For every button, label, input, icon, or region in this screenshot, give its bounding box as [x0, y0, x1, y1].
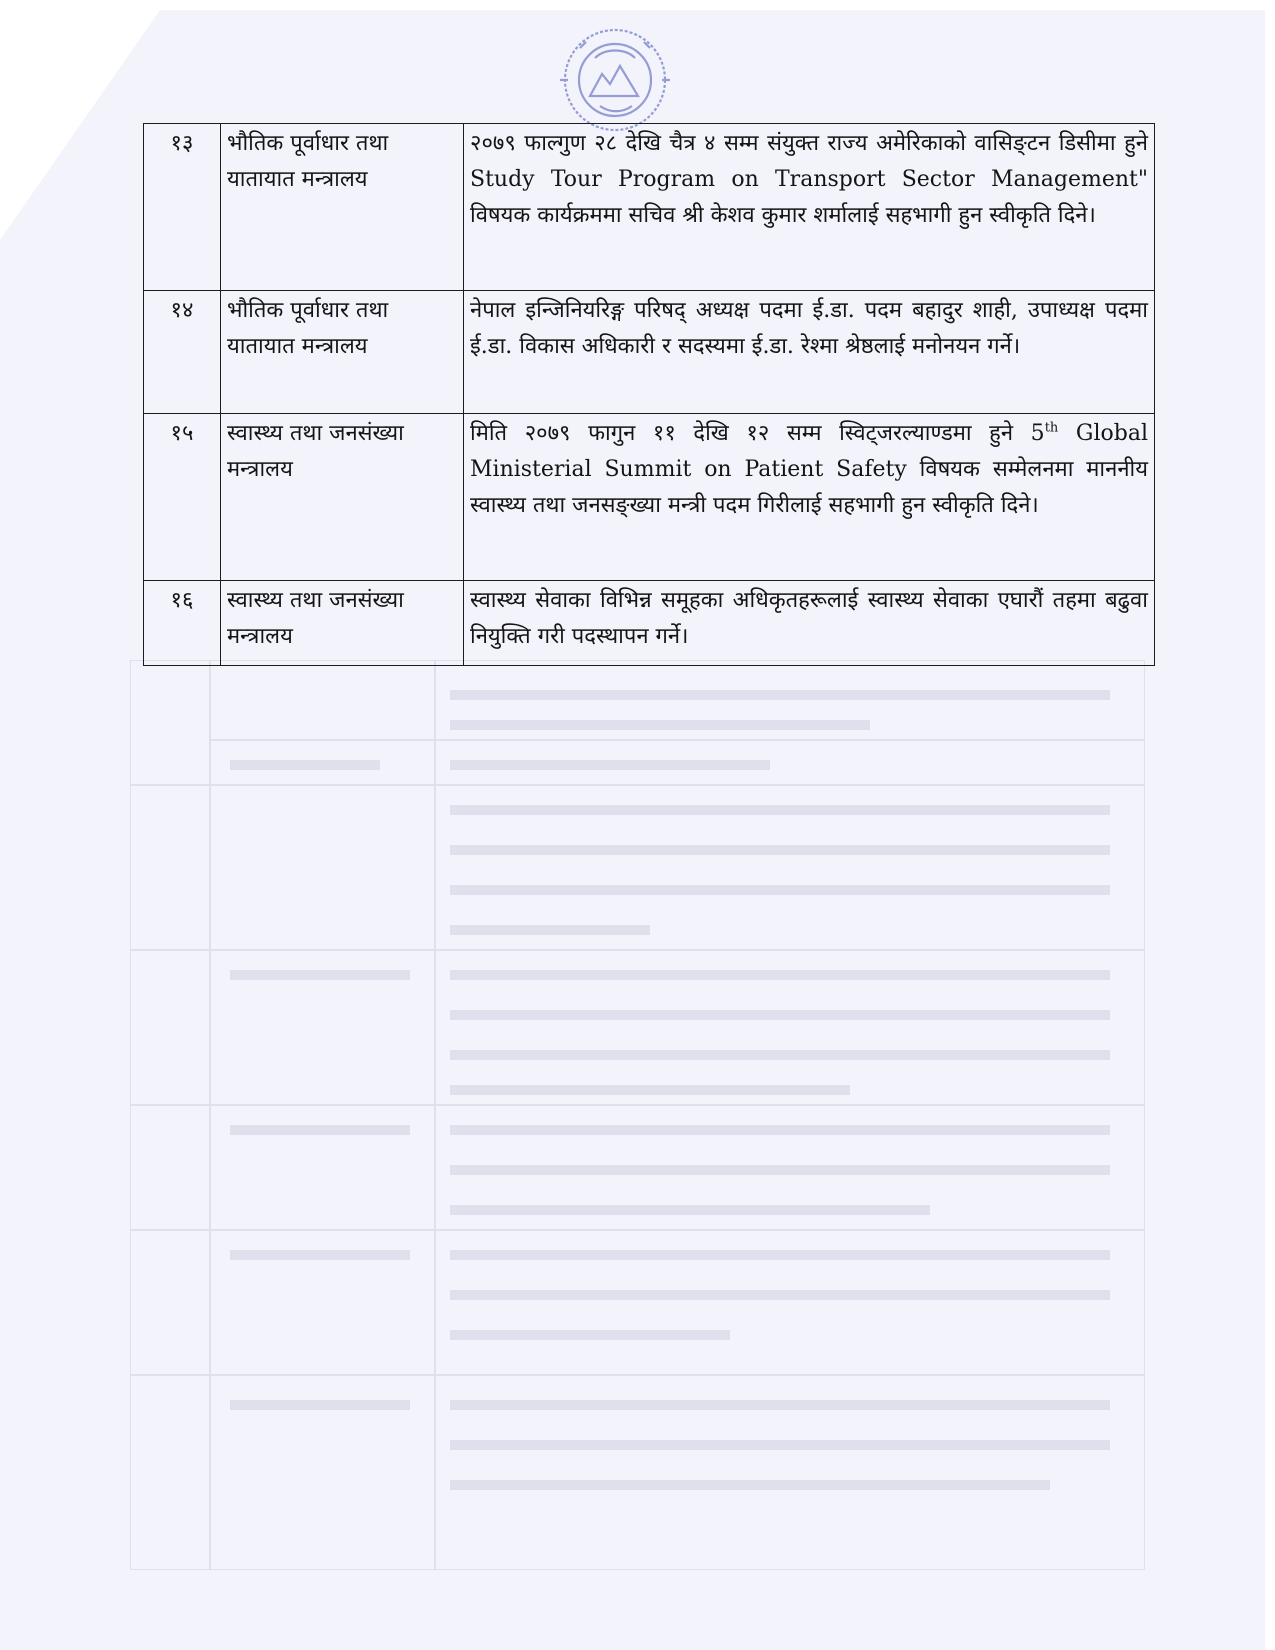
- decision-text: [464, 414, 1155, 581]
- decision-text-part: Global Ministerial Summit on Patient Safety विषयक सम्मेलनमा माननीय स्वास्थ्य तथा जनसङ्ख्या मन्त्री पदम गिरीलाई सहभागी हुन स्वीकृति दिने।: [470, 421, 1148, 518]
- cabinet-decisions-table: [143, 123, 1155, 666]
- ministry-name: स्वास्थ्य तथा जनसंख्या मन्त्रालय: [221, 414, 464, 581]
- ministry-name: भौतिक पूर्वाधार तथा यातायात मन्त्रालय: [221, 291, 464, 414]
- decision-text: नेपाल इन्जिनियरिङ्ग परिषद् अध्यक्ष पदमा ई.डा. पदम बहादुर शाही, उपाध्यक्ष पदमा ई.डा. विकास अधिकारी र सदस्यमा ई.डा. रेश्मा श्रेष्ठलाई मनोनयन गर्ने।: [464, 291, 1155, 414]
- decision-text-part: मिति २०७९ फागुन ११ देखि १२ सम्म स्विट्जरल्याण्डमा हुने 5: [470, 421, 1045, 446]
- row-number: १६: [144, 581, 221, 666]
- row-number: १३: [144, 124, 221, 291]
- bleed-through-table: [130, 660, 1145, 1570]
- ordinal-suffix: th: [1044, 420, 1059, 436]
- decision-text: स्वास्थ्य सेवाका विभिन्न समूहका अधिकृतहरूलाई स्वास्थ्य सेवाका एघारौं तहमा बढुवा नियुक्ति गरी पदस्थापन गर्ने।: [464, 581, 1155, 666]
- table-row: [144, 124, 1155, 291]
- decision-text: २०७९ फाल्गुण २८ देखि चैत्र ४ सम्म संयुक्त राज्य अमेरिकाको वासिङ्टन डिसीमा हुने Study Tour Program on Transport Sector Management" विषयक कार्यक्रममा सचिव श्री केशव कुमार शर्मालाई सहभागी हुन स्वीकृति दिने।: [464, 124, 1155, 291]
- government-seal-icon: [540, 18, 690, 138]
- table-row: [144, 291, 1155, 414]
- ministry-name: स्वास्थ्य तथा जनसंख्या मन्त्रालय: [221, 581, 464, 666]
- ministry-name: भौतिक पूर्वाधार तथा यातायात मन्त्रालय: [221, 124, 464, 291]
- row-number: १५: [144, 414, 221, 581]
- table-row: [144, 581, 1155, 666]
- table-row: [144, 414, 1155, 581]
- row-number: १४: [144, 291, 221, 414]
